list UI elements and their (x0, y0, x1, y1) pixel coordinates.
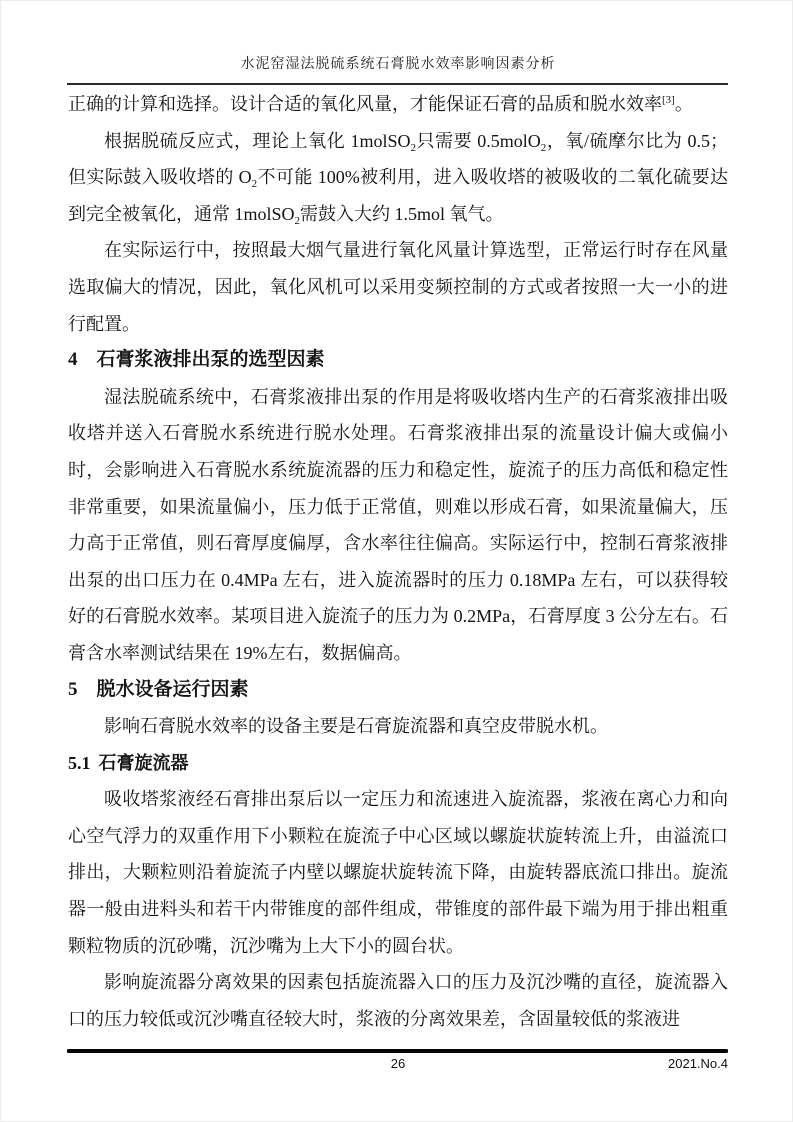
section-heading (68, 342, 728, 379)
text-run: ，氧/硫摩尔比为 0.5；但实际鼓入吸收塔的 O (68, 130, 728, 188)
paragraph (68, 708, 728, 745)
paragraph (68, 379, 728, 672)
sub-text: 2 (294, 214, 301, 227)
text-run: 不可能 100%被利用，进入吸收塔的被吸收的二氧化硫要达到完全被氧化，通常 1molSO (68, 167, 729, 224)
text-run: 在实际运行中，按照最大烟气量进行氧化风量计算选型，正常运行时存在风量选取偏大的情况，因此，氧化风机可以采用变频控制的方式或者按照一大一小的进行配置。 (68, 240, 728, 334)
section-heading (68, 745, 728, 782)
heading-text: 石膏浆液排出泵的选型因素 (96, 349, 325, 371)
text-run: 根据脱硫反应式，理论上氧化 1molSO (104, 130, 411, 151)
issue-label: 2021.No.4 (668, 1056, 728, 1071)
text-run: 影响石膏脱水效率的设备主要是石膏旋流器和真空皮带脱水机。 (104, 716, 608, 737)
sub-text: 2 (410, 141, 416, 154)
page-number: 26 (390, 1056, 406, 1071)
sub-text: 2 (251, 178, 258, 191)
paragraph (68, 781, 728, 964)
heading-text: 石膏旋流器 (98, 752, 189, 773)
heading-text: 脱水设备运行因素 (96, 678, 249, 700)
paragraph (68, 86, 728, 123)
text-run: 只需要 0.5molO (415, 130, 541, 151)
sup-text: [3] (662, 94, 675, 106)
heading-number: 4 (68, 349, 78, 371)
section-heading (68, 672, 728, 709)
page-body (68, 86, 728, 1037)
heading-number: 5 (68, 678, 78, 700)
text-run: 吸收塔浆液经石膏排出泵后以一定压力和流速进入旋流器，浆液在离心力和向心空气浮力的双重作用下小颗粒在旋流子中心区域以螺旋状旋转流上升，由溢流口排出，大颗粒则沿着旋流子内壁以螺旋状旋转流下降，由旋转器底流口排出。旋流器一般由进料头和若干内带锥度的部件组成，带锥度的部件最下端为用于排出粗重颗粒物质的沉砂嘴，沉沙嘴为上大下小的圆台状。 (68, 789, 728, 956)
footer-rule (67, 1049, 728, 1053)
paragraph (68, 232, 728, 342)
paragraph (68, 964, 728, 1037)
paragraph (68, 123, 728, 233)
heading-number: 5.1 (68, 752, 91, 773)
sub-text: 2 (540, 141, 547, 154)
text-run: 需鼓入大约 1.5mol 氧气。 (300, 203, 504, 224)
text-run: 正确的计算和选择。设计合适的氧化风量，才能保证石膏的品质和脱水效率 (68, 94, 662, 114)
text-run: 湿法脱硫系统中，石膏浆液排出泵的作用是将吸收塔内生产的石膏浆液排出吸收塔并送入石膏脱水系统进行脱水处理。石膏浆液排出泵的流量设计偏大或偏小时，会影响进入石膏脱水系统旋流器的压力和稳定性，旋流子的压力高低和稳定性非常重要，如果流量偏小，压力低于正常值，则难以形成石膏，如果流量偏大，压力高于正常值，则石膏厚度偏厚，含水率往往偏高。实际运行中，控制石膏浆液排出泵的出口压力在 0.4MPa 左右，进入旋流器时的压力 0.18MPa 左右，可以获得较好的石膏脱水效率。某项目进入旋流子的压力为 0.2MPa，石膏厚度 3 公分左右。石膏含水率测试结果在 19%左右，数据偏高。 (68, 386, 728, 663)
text-run: 影响旋流器分离效果的因素包括旋流器入口的压力及沉沙嘴的直径，旋流器入口的压力较低或沉沙嘴直径较大时，浆液的分离效果差，含固量较低的浆液进 (68, 972, 728, 1029)
text-run: 。 (674, 94, 693, 114)
header-rule (67, 83, 728, 85)
running-title: 水泥窑湿法脱硫系统石膏脱水效率影响因素分析 (240, 57, 556, 72)
